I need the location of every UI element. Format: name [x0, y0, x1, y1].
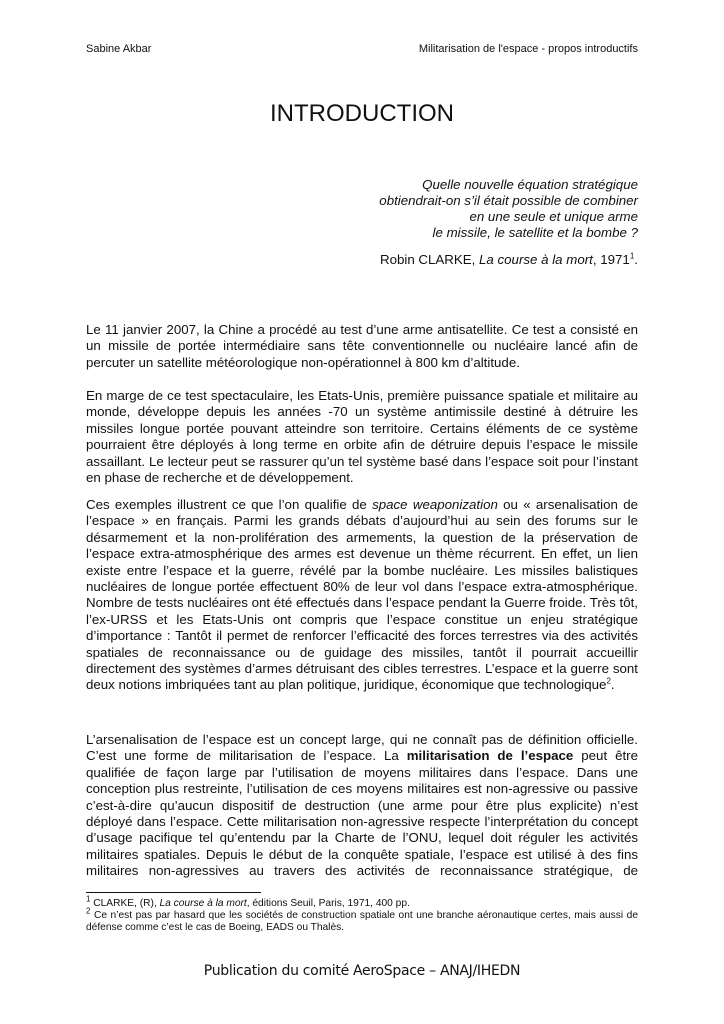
footnote-italic: La course à la mort — [159, 898, 247, 909]
footnote-number: 1 — [86, 894, 91, 904]
epigraph-attribution — [380, 252, 638, 267]
p4-text: peut être qualifiée de façon large par l’utilisation de moyens militaires dans l’espace. Dans une conception plus restreinte, l’utilisation de ces moyens militaires est non-agressive ou passive c’est-à-dire qu’aucun dispositif de destruction (une arme pour être plus explicite) n’est déployé dans l’espace. Cette militarisation non-agressive respecte l’interprétation du concept d’usage pacifique tel qu’entendu par la Charte de l’ONU, lequel doit réguler les activités militaires spatiales. Depuis le début de la conquête spatiale, l’espace est utilisé à des fins militaires non-agressives au travers des activités de reconnaissance stratégique, de — [86, 748, 638, 879]
header-author: Sabine Akbar — [86, 43, 152, 55]
paragraph-4 — [86, 732, 638, 880]
p4-text: L’arsenalisation de l’espace est un concept large, qui ne connaît pas de définition officielle. C’est une forme de militarisation de l’espace. La — [86, 732, 638, 764]
epigraph-quote — [379, 177, 638, 241]
footnote-1 — [86, 894, 638, 910]
page-footer: Publication du comité AeroSpace – ANAJ/IHEDN — [203, 963, 521, 979]
attribution-work: La course à la mort — [479, 252, 593, 267]
epigraph-line: en une seule et unique arme — [469, 209, 638, 224]
attribution-author: Robin CLARKE, — [379, 252, 480, 267]
paragraph-3 — [86, 497, 638, 694]
paragraph-1: Le 11 janvier 2007, la Chine a procédé au test d’une arme antisatellite. Ce test a consisté en un missile de portée intermédiaire sans tête conventionnelle ou nucléaire lancé afin de percuter un satellite météorologique non-opérationnel à 800 km d’altitude. — [86, 322, 638, 370]
footnote-text: CLARKE, (R), — [90, 898, 160, 909]
p3-end: . — [610, 677, 615, 693]
p3-italic-term: space weaponization — [372, 497, 498, 512]
footnote-text: Ce n’est pas par hasard que les sociétés de construction spatiale ont une branche aéronautique certes, mais aussi de défense comme c’est le cas de Boeing, EADS ou Thalès. — [86, 910, 638, 933]
epigraph-line: obtiendrait-on s’il était possible de combiner — [379, 193, 638, 208]
footnote-divider — [86, 892, 261, 893]
footnote-text: , éditions Seuil, Paris, 1971, 400 pp. — [246, 898, 410, 909]
footnote-ref-2[interactable]: 2 — [606, 677, 611, 687]
page-title: INTRODUCTION — [270, 100, 454, 127]
header-document-title: Militarisation de l'espace - propos introductifs — [418, 43, 638, 55]
p3-text: ou « arsenalisation de l’espace » en français. Parmi les grands débats d’aujourd’hui au sein des forums sur le désarmement et la non-prolifération des armements, la question de la préservation de l’espace extra-atmosphérique des armes est devenue un thème récurrent. En effet, un lien existe entre l’espace et la guerre, révélé par la bombe nucléaire. Les missiles balistiques nucléaires de longue portée effectuent 80% de leur vol dans l’espace extra-atmosphérique. Nombre de tests nucléaires ont été effectués dans l’espace pendant la Guerre froide. Très tôt, l’ex-URSS et les Etats-Unis ont compris que l’espace constitue un enjeu stratégique d’importance : Tantôt il permet de renforcer l’efficacité des forces terrestres via des activités spatiales de reconnaissance ou de guidage des missiles, tantôt il pourrait accueillir directement des systèmes d’armes détruisant des cibles terrestres. L’espace et la guerre sont deux notions imbriquées tant au plan politique, juridique, économique que technologique — [86, 497, 638, 693]
attribution-end: . — [634, 252, 638, 267]
attribution-year: , 1971 — [592, 252, 630, 267]
epigraph-line: le missile, le satellite et la bombe ? — [432, 225, 638, 240]
footnote-ref-1[interactable]: 1 — [629, 251, 635, 261]
footnote-2 — [86, 906, 638, 934]
paragraph-2: En marge de ce test spectaculaire, les Etats-Unis, première puissance spatiale et militaire au monde, développe depuis les années -70 un système antimissile destiné à détruire les missiles longue portée pouvant atteindre son territoire. Certains éléments de ce système pourraient être déployés à long terme en orbite afin de détruire depuis l’espace le missile assaillant. Le lecteur peut se rassurer qu’un tel système basé dans l’espace soit pour l’instant en phase de recherche et de développement. — [86, 388, 638, 486]
epigraph-line: Quelle nouvelle équation stratégique — [422, 177, 638, 192]
p4-bold-term: militarisation de l’espace — [406, 748, 574, 764]
footnote-number: 2 — [86, 906, 91, 916]
p3-text: Ces exemples illustrent ce que l’on qualifie de — [86, 497, 373, 512]
